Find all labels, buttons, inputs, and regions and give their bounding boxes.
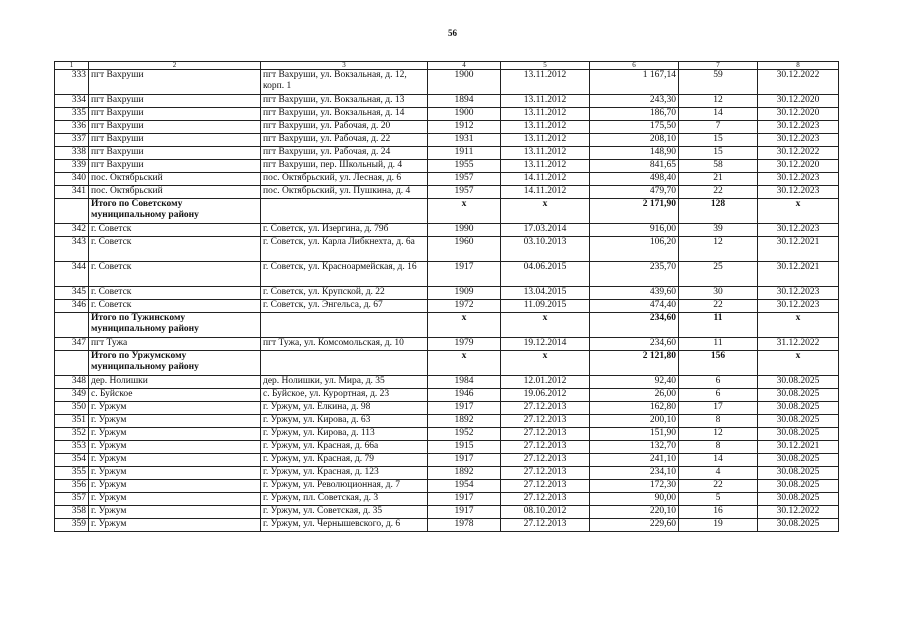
- table-row: [55, 519, 839, 532]
- recognition-date-cell: x: [501, 199, 590, 224]
- address-cell: г. Советск, ул. Карла Либкнехта, д. 6а: [261, 237, 428, 262]
- deadline-cell: 30.12.2023: [758, 224, 839, 237]
- area-cell: 162,80: [590, 402, 679, 415]
- residents-cell: 21: [679, 173, 758, 186]
- locality-cell: г. Советск: [89, 224, 261, 237]
- table-row: [55, 441, 839, 454]
- year-built-cell: 1917: [428, 454, 501, 467]
- table-row: [55, 389, 839, 402]
- table-row: [55, 480, 839, 493]
- deadline-cell: 30.08.2025: [758, 519, 839, 532]
- column-number: 7: [679, 62, 758, 70]
- deadline-cell: 30.08.2025: [758, 402, 839, 415]
- row-number-cell: 344: [55, 262, 89, 287]
- locality-cell: г. Уржум: [89, 519, 261, 532]
- locality-cell: пгт Вахруши: [89, 95, 261, 108]
- locality-cell: г. Уржум: [89, 441, 261, 454]
- table-row: [55, 287, 839, 300]
- recognition-date-cell: 13.11.2012: [501, 147, 590, 160]
- area-cell: 220,10: [590, 506, 679, 519]
- deadline-cell: 30.08.2025: [758, 389, 839, 402]
- deadline-cell: 30.12.2022: [758, 70, 839, 95]
- year-built-cell: 1960: [428, 237, 501, 262]
- row-number-cell: 338: [55, 147, 89, 160]
- area-cell: 172,30: [590, 480, 679, 493]
- row-number-cell: 335: [55, 108, 89, 121]
- area-cell: 175,50: [590, 121, 679, 134]
- residents-cell: 14: [679, 454, 758, 467]
- address-cell: г. Уржум, ул. Красная, д. 123: [261, 467, 428, 480]
- row-number-cell: 359: [55, 519, 89, 532]
- locality-cell: с. Буйское: [89, 389, 261, 402]
- address-cell: [261, 199, 428, 224]
- area-cell: 208,10: [590, 134, 679, 147]
- area-cell: 439,60: [590, 287, 679, 300]
- row-number-cell: 347: [55, 338, 89, 351]
- row-number-cell: 342: [55, 224, 89, 237]
- locality-cell: пгт Тужа: [89, 338, 261, 351]
- table-row: [55, 338, 839, 351]
- table-row: [55, 376, 839, 389]
- district-total-row: [55, 199, 839, 224]
- deadline-cell: 30.12.2023: [758, 186, 839, 199]
- area-cell: 241,10: [590, 454, 679, 467]
- deadline-cell: 30.08.2025: [758, 415, 839, 428]
- deadline-cell: 30.08.2025: [758, 467, 839, 480]
- year-built-cell: 1931: [428, 134, 501, 147]
- locality-cell: г. Уржум: [89, 467, 261, 480]
- locality-cell: г. Советск: [89, 262, 261, 287]
- row-number-cell: 336: [55, 121, 89, 134]
- deadline-cell: 31.12.2022: [758, 338, 839, 351]
- locality-cell: г. Уржум: [89, 428, 261, 441]
- table-row: [55, 108, 839, 121]
- column-number: 1: [55, 62, 89, 70]
- year-built-cell: 1979: [428, 338, 501, 351]
- locality-cell: г. Советск: [89, 287, 261, 300]
- area-cell: 229,60: [590, 519, 679, 532]
- area-cell: 235,70: [590, 262, 679, 287]
- deadline-cell: x: [758, 351, 839, 376]
- year-built-cell: 1917: [428, 402, 501, 415]
- year-built-cell: 1900: [428, 108, 501, 121]
- recognition-date-cell: 27.12.2013: [501, 480, 590, 493]
- row-number-cell: 357: [55, 493, 89, 506]
- address-cell: г. Уржум, ул. Кирова, д. 63: [261, 415, 428, 428]
- row-number-cell: 351: [55, 415, 89, 428]
- row-number-cell: 353: [55, 441, 89, 454]
- recognition-date-cell: 13.11.2012: [501, 121, 590, 134]
- recognition-date-cell: x: [501, 313, 590, 338]
- row-number-cell: 343: [55, 237, 89, 262]
- row-number-cell: 352: [55, 428, 89, 441]
- year-built-cell: 1990: [428, 224, 501, 237]
- year-built-cell: x: [428, 351, 501, 376]
- year-built-cell: 1892: [428, 467, 501, 480]
- residents-cell: 12: [679, 428, 758, 441]
- year-built-cell: 1978: [428, 519, 501, 532]
- recognition-date-cell: 27.12.2013: [501, 402, 590, 415]
- recognition-date-cell: 19.06.2012: [501, 389, 590, 402]
- area-cell: 916,00: [590, 224, 679, 237]
- residents-cell: 5: [679, 493, 758, 506]
- row-number-cell: 355: [55, 467, 89, 480]
- year-built-cell: 1946: [428, 389, 501, 402]
- residents-cell: 19: [679, 519, 758, 532]
- recognition-date-cell: 27.12.2013: [501, 441, 590, 454]
- recognition-date-cell: 13.11.2012: [501, 108, 590, 121]
- recognition-date-cell: 04.06.2015: [501, 262, 590, 287]
- year-built-cell: 1952: [428, 428, 501, 441]
- area-cell: 1 167,14: [590, 70, 679, 95]
- recognition-date-cell: 27.12.2013: [501, 467, 590, 480]
- table-row: [55, 121, 839, 134]
- locality-cell: Итого по Тужинскому муниципальному району: [89, 313, 261, 338]
- row-number-cell: 345: [55, 287, 89, 300]
- recognition-date-cell: 27.12.2013: [501, 428, 590, 441]
- deadline-cell: 30.12.2020: [758, 160, 839, 173]
- area-cell: 132,70: [590, 441, 679, 454]
- area-cell: 234,60: [590, 338, 679, 351]
- area-cell: 148,90: [590, 147, 679, 160]
- locality-cell: пгт Вахруши: [89, 134, 261, 147]
- deadline-cell: 30.12.2021: [758, 441, 839, 454]
- housing-registry-table: [54, 61, 839, 532]
- residents-cell: 58: [679, 160, 758, 173]
- address-cell: [261, 351, 428, 376]
- row-number-cell: 340: [55, 173, 89, 186]
- residents-cell: 12: [679, 237, 758, 262]
- row-number-cell: 339: [55, 160, 89, 173]
- column-number: 3: [261, 62, 428, 70]
- year-built-cell: 1957: [428, 186, 501, 199]
- residents-cell: 128: [679, 199, 758, 224]
- deadline-cell: 30.08.2025: [758, 454, 839, 467]
- locality-cell: пгт Вахруши: [89, 70, 261, 95]
- recognition-date-cell: 14.11.2012: [501, 173, 590, 186]
- residents-cell: 12: [679, 95, 758, 108]
- recognition-date-cell: 19.12.2014: [501, 338, 590, 351]
- deadline-cell: 30.12.2023: [758, 300, 839, 313]
- residents-cell: 16: [679, 506, 758, 519]
- year-built-cell: x: [428, 199, 501, 224]
- row-number-cell: 348: [55, 376, 89, 389]
- column-number: 5: [501, 62, 590, 70]
- district-total-row: [55, 313, 839, 338]
- table-row: [55, 237, 839, 262]
- area-cell: 234,60: [590, 313, 679, 338]
- table-row: [55, 506, 839, 519]
- residents-cell: 39: [679, 224, 758, 237]
- deadline-cell: 30.12.2020: [758, 108, 839, 121]
- residents-cell: 6: [679, 376, 758, 389]
- column-number: 6: [590, 62, 679, 70]
- address-cell: пгт Вахруши, ул. Вокзальная, д. 13: [261, 95, 428, 108]
- locality-cell: г. Уржум: [89, 415, 261, 428]
- address-cell: г. Советск, ул. Изергина, д. 79б: [261, 224, 428, 237]
- locality-cell: пгт Вахруши: [89, 121, 261, 134]
- column-number: 2: [89, 62, 261, 70]
- row-number-cell: [55, 313, 89, 338]
- table-row: [55, 186, 839, 199]
- locality-cell: пгт Вахруши: [89, 160, 261, 173]
- deadline-cell: 30.12.2023: [758, 173, 839, 186]
- table-row: [55, 173, 839, 186]
- year-built-cell: 1984: [428, 376, 501, 389]
- area-cell: 243,30: [590, 95, 679, 108]
- deadline-cell: x: [758, 199, 839, 224]
- residents-cell: 8: [679, 415, 758, 428]
- residents-cell: 22: [679, 300, 758, 313]
- address-cell: г. Советск, ул. Красноармейская, д. 16: [261, 262, 428, 287]
- row-number-cell: [55, 351, 89, 376]
- locality-cell: пгт Вахруши: [89, 108, 261, 121]
- address-cell: г. Уржум, ул. Чернышевского, д. 6: [261, 519, 428, 532]
- address-cell: пгт Вахруши, ул. Рабочая, д. 24: [261, 147, 428, 160]
- year-built-cell: 1894: [428, 95, 501, 108]
- row-number-cell: 333: [55, 70, 89, 95]
- table-row: [55, 493, 839, 506]
- deadline-cell: 30.12.2023: [758, 121, 839, 134]
- year-built-cell: 1912: [428, 121, 501, 134]
- area-cell: 200,10: [590, 415, 679, 428]
- recognition-date-cell: 17.03.2014: [501, 224, 590, 237]
- address-cell: г. Уржум, ул. Кирова, д. 113: [261, 428, 428, 441]
- residents-cell: 15: [679, 147, 758, 160]
- recognition-date-cell: 13.11.2012: [501, 160, 590, 173]
- recognition-date-cell: 14.11.2012: [501, 186, 590, 199]
- address-cell: пгт Вахруши, пер. Школьный, д. 4: [261, 160, 428, 173]
- residents-cell: 14: [679, 108, 758, 121]
- residents-cell: 30: [679, 287, 758, 300]
- recognition-date-cell: x: [501, 351, 590, 376]
- table-body: [55, 62, 839, 532]
- deadline-cell: 30.12.2021: [758, 237, 839, 262]
- residents-cell: 22: [679, 186, 758, 199]
- locality-cell: г. Советск: [89, 300, 261, 313]
- recognition-date-cell: 13.11.2012: [501, 95, 590, 108]
- table-row: [55, 262, 839, 287]
- recognition-date-cell: 13.04.2015: [501, 287, 590, 300]
- address-cell: дер. Нолишки, ул. Мира, д. 35: [261, 376, 428, 389]
- year-built-cell: 1957: [428, 173, 501, 186]
- table-row: [55, 402, 839, 415]
- year-built-cell: 1911: [428, 147, 501, 160]
- address-cell: пгт Вахруши, ул. Рабочая, д. 20: [261, 121, 428, 134]
- year-built-cell: 1972: [428, 300, 501, 313]
- row-number-cell: 337: [55, 134, 89, 147]
- year-built-cell: 1917: [428, 493, 501, 506]
- table-row: [55, 224, 839, 237]
- table-row: [55, 467, 839, 480]
- residents-cell: 156: [679, 351, 758, 376]
- area-cell: 498,40: [590, 173, 679, 186]
- row-number-cell: 341: [55, 186, 89, 199]
- locality-cell: г. Уржум: [89, 493, 261, 506]
- deadline-cell: 30.12.2023: [758, 287, 839, 300]
- residents-cell: 59: [679, 70, 758, 95]
- address-cell: [261, 313, 428, 338]
- address-cell: г. Уржум, ул. Революционная, д. 7: [261, 480, 428, 493]
- page-number: 56: [448, 28, 457, 38]
- recognition-date-cell: 27.12.2013: [501, 454, 590, 467]
- residents-cell: 8: [679, 441, 758, 454]
- address-cell: г. Уржум, ул. Елкина, д. 98: [261, 402, 428, 415]
- residents-cell: 4: [679, 467, 758, 480]
- residents-cell: 17: [679, 402, 758, 415]
- address-cell: г. Советск, ул. Крупской, д. 22: [261, 287, 428, 300]
- locality-cell: пос. Октябрьский: [89, 173, 261, 186]
- address-cell: г. Советск, ул. Энгельса, д. 67: [261, 300, 428, 313]
- area-cell: 474,40: [590, 300, 679, 313]
- table-row: [55, 160, 839, 173]
- area-cell: 90,00: [590, 493, 679, 506]
- address-cell: пгт Вахруши, ул. Вокзальная, д. 14: [261, 108, 428, 121]
- deadline-cell: 30.08.2025: [758, 493, 839, 506]
- deadline-cell: 30.12.2020: [758, 95, 839, 108]
- address-cell: пос. Октябрьский, ул. Лесная, д. 6: [261, 173, 428, 186]
- row-number-cell: [55, 199, 89, 224]
- row-number-cell: 349: [55, 389, 89, 402]
- year-built-cell: 1954: [428, 480, 501, 493]
- deadline-cell: 30.08.2025: [758, 428, 839, 441]
- recognition-date-cell: 03.10.2013: [501, 237, 590, 262]
- area-cell: 234,10: [590, 467, 679, 480]
- address-cell: с. Буйское, ул. Курортная, д. 23: [261, 389, 428, 402]
- recognition-date-cell: 12.01.2012: [501, 376, 590, 389]
- year-built-cell: 1917: [428, 506, 501, 519]
- table-row: [55, 95, 839, 108]
- deadline-cell: 30.08.2025: [758, 376, 839, 389]
- row-number-cell: 354: [55, 454, 89, 467]
- locality-cell: г. Уржум: [89, 454, 261, 467]
- locality-cell: Итого по Уржумскому муниципальному району: [89, 351, 261, 376]
- area-cell: 106,20: [590, 237, 679, 262]
- year-built-cell: 1917: [428, 262, 501, 287]
- residents-cell: 6: [679, 389, 758, 402]
- row-number-cell: 350: [55, 402, 89, 415]
- recognition-date-cell: 27.12.2013: [501, 519, 590, 532]
- year-built-cell: 1892: [428, 415, 501, 428]
- deadline-cell: 30.08.2025: [758, 480, 839, 493]
- row-number-cell: 358: [55, 506, 89, 519]
- area-cell: 841,65: [590, 160, 679, 173]
- locality-cell: Итого по Советскому муниципальному району: [89, 199, 261, 224]
- locality-cell: пос. Октябрьский: [89, 186, 261, 199]
- year-built-cell: 1955: [428, 160, 501, 173]
- row-number-cell: 356: [55, 480, 89, 493]
- residents-cell: 15: [679, 134, 758, 147]
- column-number-row: [55, 62, 839, 70]
- table-row: [55, 134, 839, 147]
- recognition-date-cell: 11.09.2015: [501, 300, 590, 313]
- residents-cell: 7: [679, 121, 758, 134]
- recognition-date-cell: 27.12.2013: [501, 415, 590, 428]
- row-number-cell: 334: [55, 95, 89, 108]
- deadline-cell: 30.12.2022: [758, 147, 839, 160]
- address-cell: пгт Тужа, ул. Комсомольская, д. 10: [261, 338, 428, 351]
- address-cell: пгт Вахруши, ул. Вокзальная, д. 12, корп. 1: [261, 70, 428, 95]
- table-row: [55, 454, 839, 467]
- area-cell: 186,70: [590, 108, 679, 121]
- year-built-cell: 1915: [428, 441, 501, 454]
- address-cell: пос. Октябрьский, ул. Пушкина, д. 4: [261, 186, 428, 199]
- year-built-cell: x: [428, 313, 501, 338]
- area-cell: 26,00: [590, 389, 679, 402]
- residents-cell: 22: [679, 480, 758, 493]
- locality-cell: пгт Вахруши: [89, 147, 261, 160]
- deadline-cell: x: [758, 313, 839, 338]
- recognition-date-cell: 13.11.2012: [501, 134, 590, 147]
- table-row: [55, 428, 839, 441]
- area-cell: 151,90: [590, 428, 679, 441]
- address-cell: г. Уржум, ул. Советская, д. 35: [261, 506, 428, 519]
- deadline-cell: 30.12.2021: [758, 262, 839, 287]
- area-cell: 92,40: [590, 376, 679, 389]
- residents-cell: 11: [679, 338, 758, 351]
- locality-cell: г. Уржум: [89, 506, 261, 519]
- table-row: [55, 70, 839, 95]
- year-built-cell: 1909: [428, 287, 501, 300]
- area-cell: 479,70: [590, 186, 679, 199]
- address-cell: г. Уржум, пл. Советская, д. 3: [261, 493, 428, 506]
- table-row: [55, 147, 839, 160]
- recognition-date-cell: 27.12.2013: [501, 493, 590, 506]
- table-row: [55, 415, 839, 428]
- locality-cell: г. Уржум: [89, 402, 261, 415]
- year-built-cell: 1900: [428, 70, 501, 95]
- table-row: [55, 300, 839, 313]
- address-cell: г. Уржум, ул. Красная, д. 79: [261, 454, 428, 467]
- residents-cell: 25: [679, 262, 758, 287]
- address-cell: г. Уржум, ул. Красная, д. 66а: [261, 441, 428, 454]
- column-number: 4: [428, 62, 501, 70]
- column-number: 8: [758, 62, 839, 70]
- locality-cell: г. Уржум: [89, 480, 261, 493]
- locality-cell: дер. Нолишки: [89, 376, 261, 389]
- address-cell: пгт Вахруши, ул. Рабочая, д. 22: [261, 134, 428, 147]
- residents-cell: 11: [679, 313, 758, 338]
- deadline-cell: 30.12.2023: [758, 134, 839, 147]
- deadline-cell: 30.12.2022: [758, 506, 839, 519]
- row-number-cell: 346: [55, 300, 89, 313]
- locality-cell: г. Советск: [89, 237, 261, 262]
- recognition-date-cell: 13.11.2012: [501, 70, 590, 95]
- area-cell: 2 171,90: [590, 199, 679, 224]
- recognition-date-cell: 08.10.2012: [501, 506, 590, 519]
- area-cell: 2 121,80: [590, 351, 679, 376]
- district-total-row: [55, 351, 839, 376]
